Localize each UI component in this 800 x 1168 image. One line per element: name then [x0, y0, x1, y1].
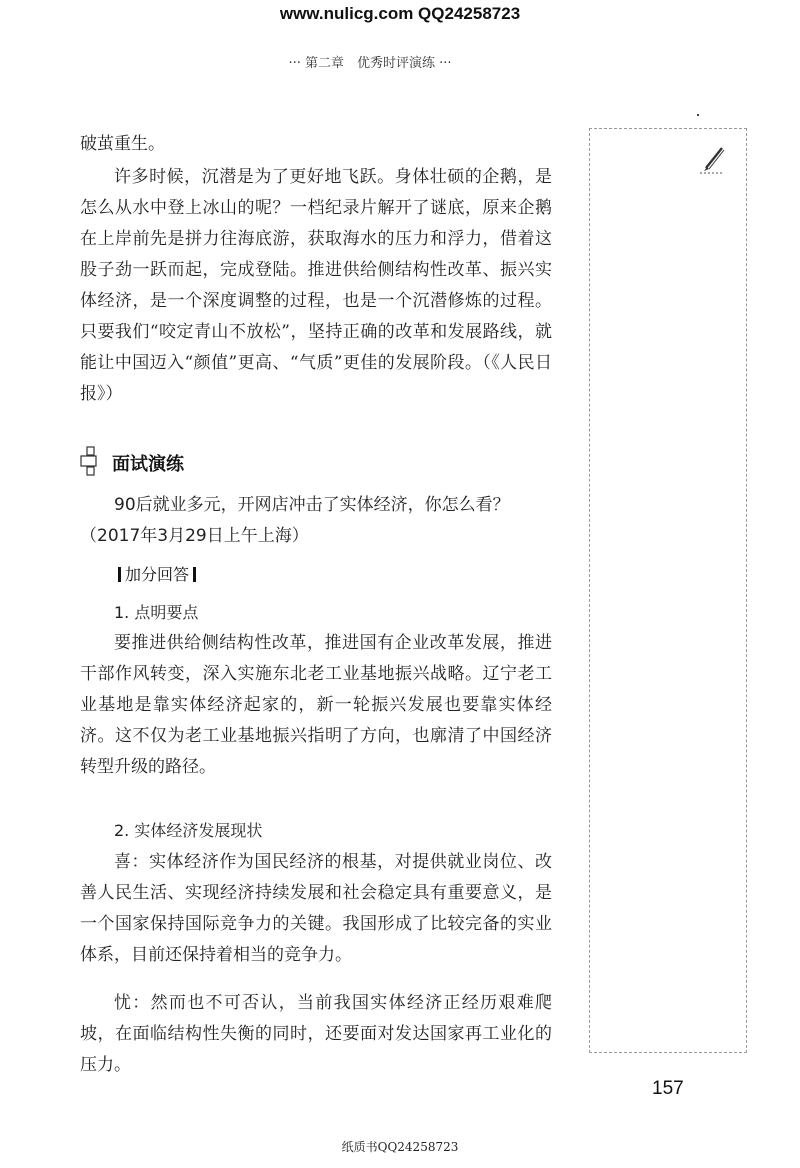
answer-label: [114, 562, 200, 585]
point-paragraph-3: 忧：然而也不可否认，当前我国实体经济正经历艰难爬坡，在面临结构性失衡的同时，还要面对发达国家再工业化的压力。: [80, 993, 552, 1075]
top-watermark: www.nulicg.com QQ24258723: [279, 4, 521, 23]
pen-icon: [698, 142, 728, 176]
section-marker-icon: [80, 446, 98, 476]
bottom-watermark: 纸质书QQ24258723: [341, 1140, 459, 1154]
answer-label-text: 加分回答: [125, 565, 190, 584]
interview-question: 90后就业多元，开网店冲击了实体经济，你怎么看？（2017年3月29日上午上海）: [80, 495, 510, 546]
paragraph-intro-0: 破茧重生。: [80, 134, 165, 154]
decorative-dot: [697, 114, 699, 116]
point-heading-1: 1. 点明要点: [114, 603, 199, 622]
chapter-header: ··· 第二章 优秀时评演练 ···: [288, 56, 452, 71]
paragraph-intro-1: 许多时候，沉潜是为了更好地飞跃。身体壮硕的企鹅，是怎么从水中登上冰山的呢？一档纪录片解开了谜底，原来企鹅在上岸前先是拼力往海底游，获取海水的压力和浮力，借着这股子劲一跃而起，完成登陆。推进供给侧结构性改革、振兴实体经济，是一个深度调整的过程，也是一个沉潜修炼的过程。只要我们“咬定青山不放松”，坚持正确的改革和发展路线，就能让中国迈入“颜值”更高、“气质”更佳的发展阶段。（《人民日报》）: [80, 167, 552, 404]
point-heading-2: 2. 实体经济发展现状: [114, 821, 263, 840]
section-title: 面试演练: [112, 454, 184, 475]
point-paragraph-2: 喜：实体经济作为国民经济的根基，对提供就业岗位、改善人民生活、实现经济持续发展和社会稳定具有重要意义，是一个国家保持国际竞争力的关键。我国形成了比较完备的实业体系，目前还保持着相当的竞争力。: [80, 852, 552, 965]
point-paragraph-1: 要推进供给侧结构性改革，推进国有企业改革发展，推进干部作风转变，深入实施东北老工业基地振兴战略。辽宁老工业基地是靠实体经济起家的，新一轮振兴发展也要靠实体经济。这不仅为老工业基地振兴指明了方向，也廓清了中国经济转型升级的路径。: [80, 633, 552, 777]
note-area: [589, 128, 747, 1053]
page-number: 157: [652, 1078, 684, 1099]
